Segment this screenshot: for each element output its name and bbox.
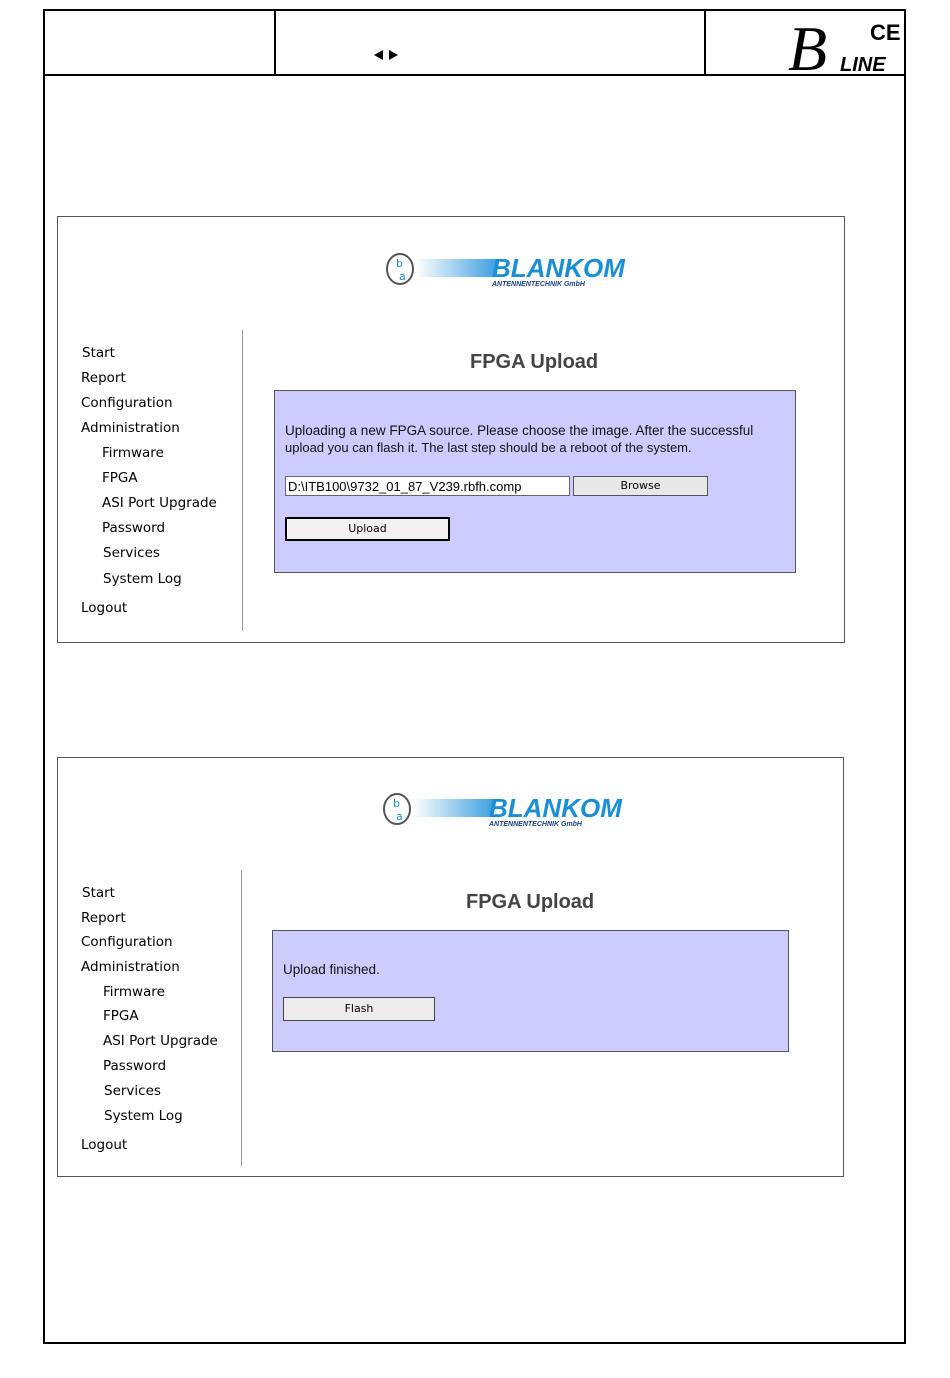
- ce-mark: CE: [870, 20, 901, 45]
- svg-text:ANTENNENTECHNIK GmbH: ANTENNENTECHNIK GmbH: [489, 821, 582, 828]
- svg-text:b: b: [393, 797, 400, 810]
- page-title: FPGA Upload: [466, 891, 595, 913]
- nav-logout[interactable]: Logout: [81, 600, 128, 616]
- nav-asi-port-upgrade[interactable]: ASI Port Upgrade: [102, 495, 217, 511]
- screenshot-panel-flash: [57, 757, 844, 1177]
- blankom-logo: [381, 789, 681, 837]
- upload-description-line2: upload you can flash it. The last step should be a reboot of the system.: [285, 440, 692, 455]
- svg-text:BLANKOM: BLANKOM: [489, 793, 622, 823]
- upload-form: [274, 390, 796, 573]
- nav-firmware[interactable]: Firmware: [103, 984, 165, 1000]
- flash-form: [272, 930, 789, 1052]
- left-right-arrows-icon: [372, 48, 400, 62]
- logo-badge: b: [396, 257, 403, 270]
- nav-system-log[interactable]: System Log: [104, 1108, 183, 1124]
- upload-description-line1: Uploading a new FPGA source. Please choose the image. After the successful: [285, 423, 754, 438]
- nav-asi-port-upgrade[interactable]: ASI Port Upgrade: [103, 1033, 218, 1049]
- blankom-logo: [384, 249, 684, 297]
- nav-services[interactable]: Services: [103, 545, 160, 561]
- nav-report[interactable]: Report: [81, 370, 126, 386]
- upload-button[interactable]: Upload: [285, 517, 450, 541]
- bline-logo: [786, 14, 904, 74]
- svg-text:a: a: [396, 810, 403, 823]
- nav-firmware[interactable]: Firmware: [102, 445, 164, 461]
- svg-text:a: a: [399, 270, 406, 283]
- nav-divider: [241, 870, 242, 1166]
- nav-password[interactable]: Password: [102, 520, 166, 536]
- nav-configuration[interactable]: Configuration: [81, 395, 173, 411]
- nav-password[interactable]: Password: [103, 1058, 167, 1074]
- svg-text:BLANKOM: BLANKOM: [492, 253, 625, 283]
- nav-divider: [242, 330, 243, 631]
- nav-services[interactable]: Services: [104, 1083, 161, 1099]
- bline-text: LINE: [840, 54, 886, 74]
- nav-configuration[interactable]: Configuration: [81, 934, 173, 950]
- nav-administration[interactable]: Administration: [81, 959, 180, 975]
- header-divider: [274, 9, 276, 76]
- flash-button[interactable]: Flash: [283, 997, 435, 1021]
- nav-start[interactable]: Start: [82, 345, 115, 361]
- nav-system-log[interactable]: System Log: [103, 571, 182, 587]
- document-header: [43, 9, 906, 76]
- header-divider: [704, 9, 706, 76]
- nav-report[interactable]: Report: [81, 910, 126, 926]
- browse-button[interactable]: Browse: [573, 476, 708, 496]
- nav-administration[interactable]: Administration: [81, 420, 180, 436]
- page-title: FPGA Upload: [470, 351, 599, 373]
- nav-fpga[interactable]: FPGA: [102, 470, 138, 486]
- file-path-input[interactable]: D:\ITB100\9732_01_87_V239.rbfh.comp: [285, 476, 570, 496]
- nav-start[interactable]: Start: [82, 885, 115, 901]
- screenshot-panel-upload: [57, 216, 845, 643]
- svg-text:B: B: [788, 14, 828, 74]
- upload-status-message: Upload finished.: [283, 962, 380, 977]
- nav-logout[interactable]: Logout: [81, 1137, 128, 1153]
- svg-text:ANTENNENTECHNIK GmbH: ANTENNENTECHNIK GmbH: [492, 281, 585, 288]
- nav-fpga[interactable]: FPGA: [103, 1008, 139, 1024]
